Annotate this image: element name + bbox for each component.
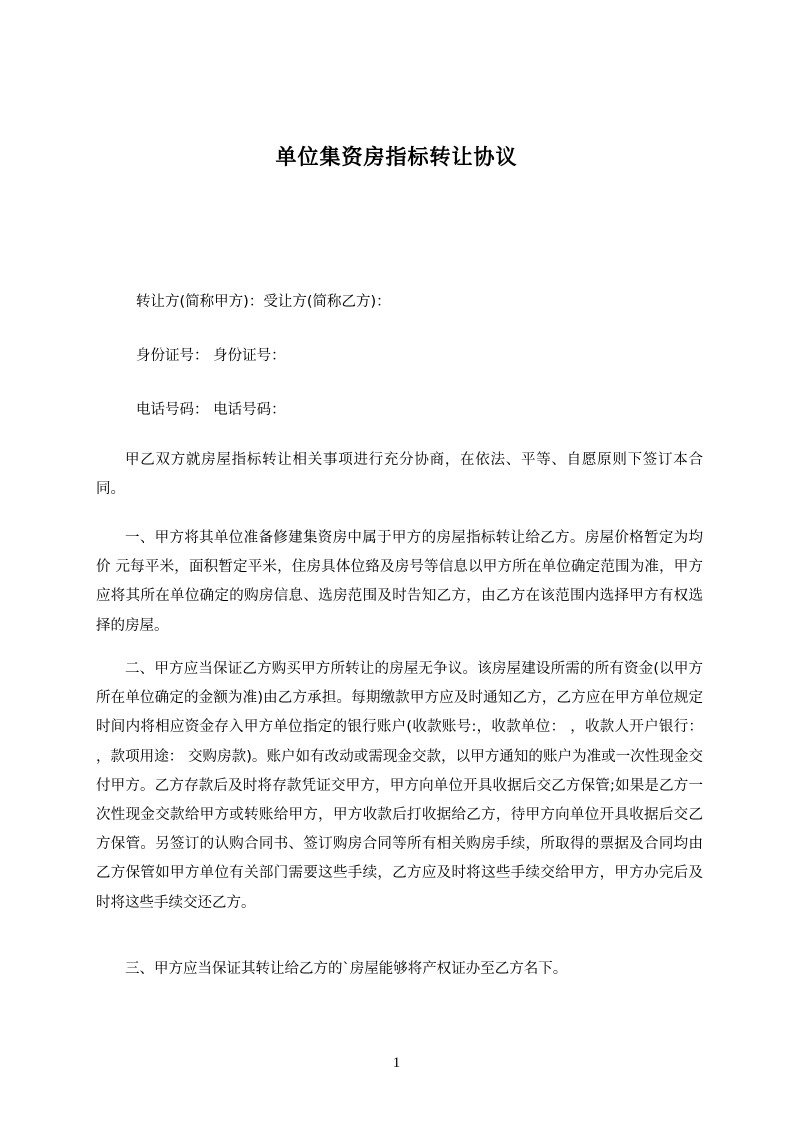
id-number-line: 身份证号： 身份证号： (136, 348, 286, 364)
intro-paragraph: 甲乙双方就房屋指标转让相关事项进行充分协商，在依法、平等、自愿原则下签订本合同。 (96, 452, 703, 498)
clause-2-paragraph: 二、甲方应当保证乙方购买甲方所转让的房屋无争议。该房屋建设所需的所有资金(以甲方所在单位确定的金额为准)由乙方承担。每期缴款甲方应及时通知乙方，乙方应在甲方单位规定时间内将相应资金存入甲方单位指定的银行账户(收款账号:，收款单位： ，收款人开户银行： ，款项用途： 交购房款)。账户如有改动或需现金交款，以甲方通知的账户为准或一次性现金交付甲方。乙方存款后及时将存款凭证交甲方，甲方向单位开具收据后交乙方保管;如果是乙方一次性现金交款给甲方或转账给甲方，甲方收款后打收据给乙方，待甲方向单位开具收据后交乙方保管。另签订的认购合同书、签订购房合同等所有相关购房手续，所取得的票据及合同均由乙方保管如甲方单位有关部门需要这些手续，乙方应及时将这些手续交给甲方，甲方办完后及时将这些手续交还乙方。 (96, 661, 703, 911)
page-number: 1 (392, 1055, 401, 1071)
clause-1-paragraph: 一、甲方将其单位准备修建集资房中属于甲方的房屋指标转让给乙方。房屋价格暂定为均价 元每平米，面积暂定平米，住房具体位臵及房号等信息以甲方所在单位确定范围为准，甲方应将其所在单位确定的购房信息、选房范围及时告知乙方，由乙方在该范围内选择甲方有权选择的房屋。 (96, 530, 703, 634)
parties-line: 转让方(简称甲方)：受让方(简称乙方)： (136, 294, 391, 310)
clause-3-paragraph: 三、甲方应当保证其转让给乙方的`房屋能够将产权证办至乙方名下。 (125, 961, 568, 977)
document-title: 单位集资房指标转让协议 (275, 145, 518, 169)
phone-number-line: 电话号码： 电话号码： (136, 402, 286, 418)
